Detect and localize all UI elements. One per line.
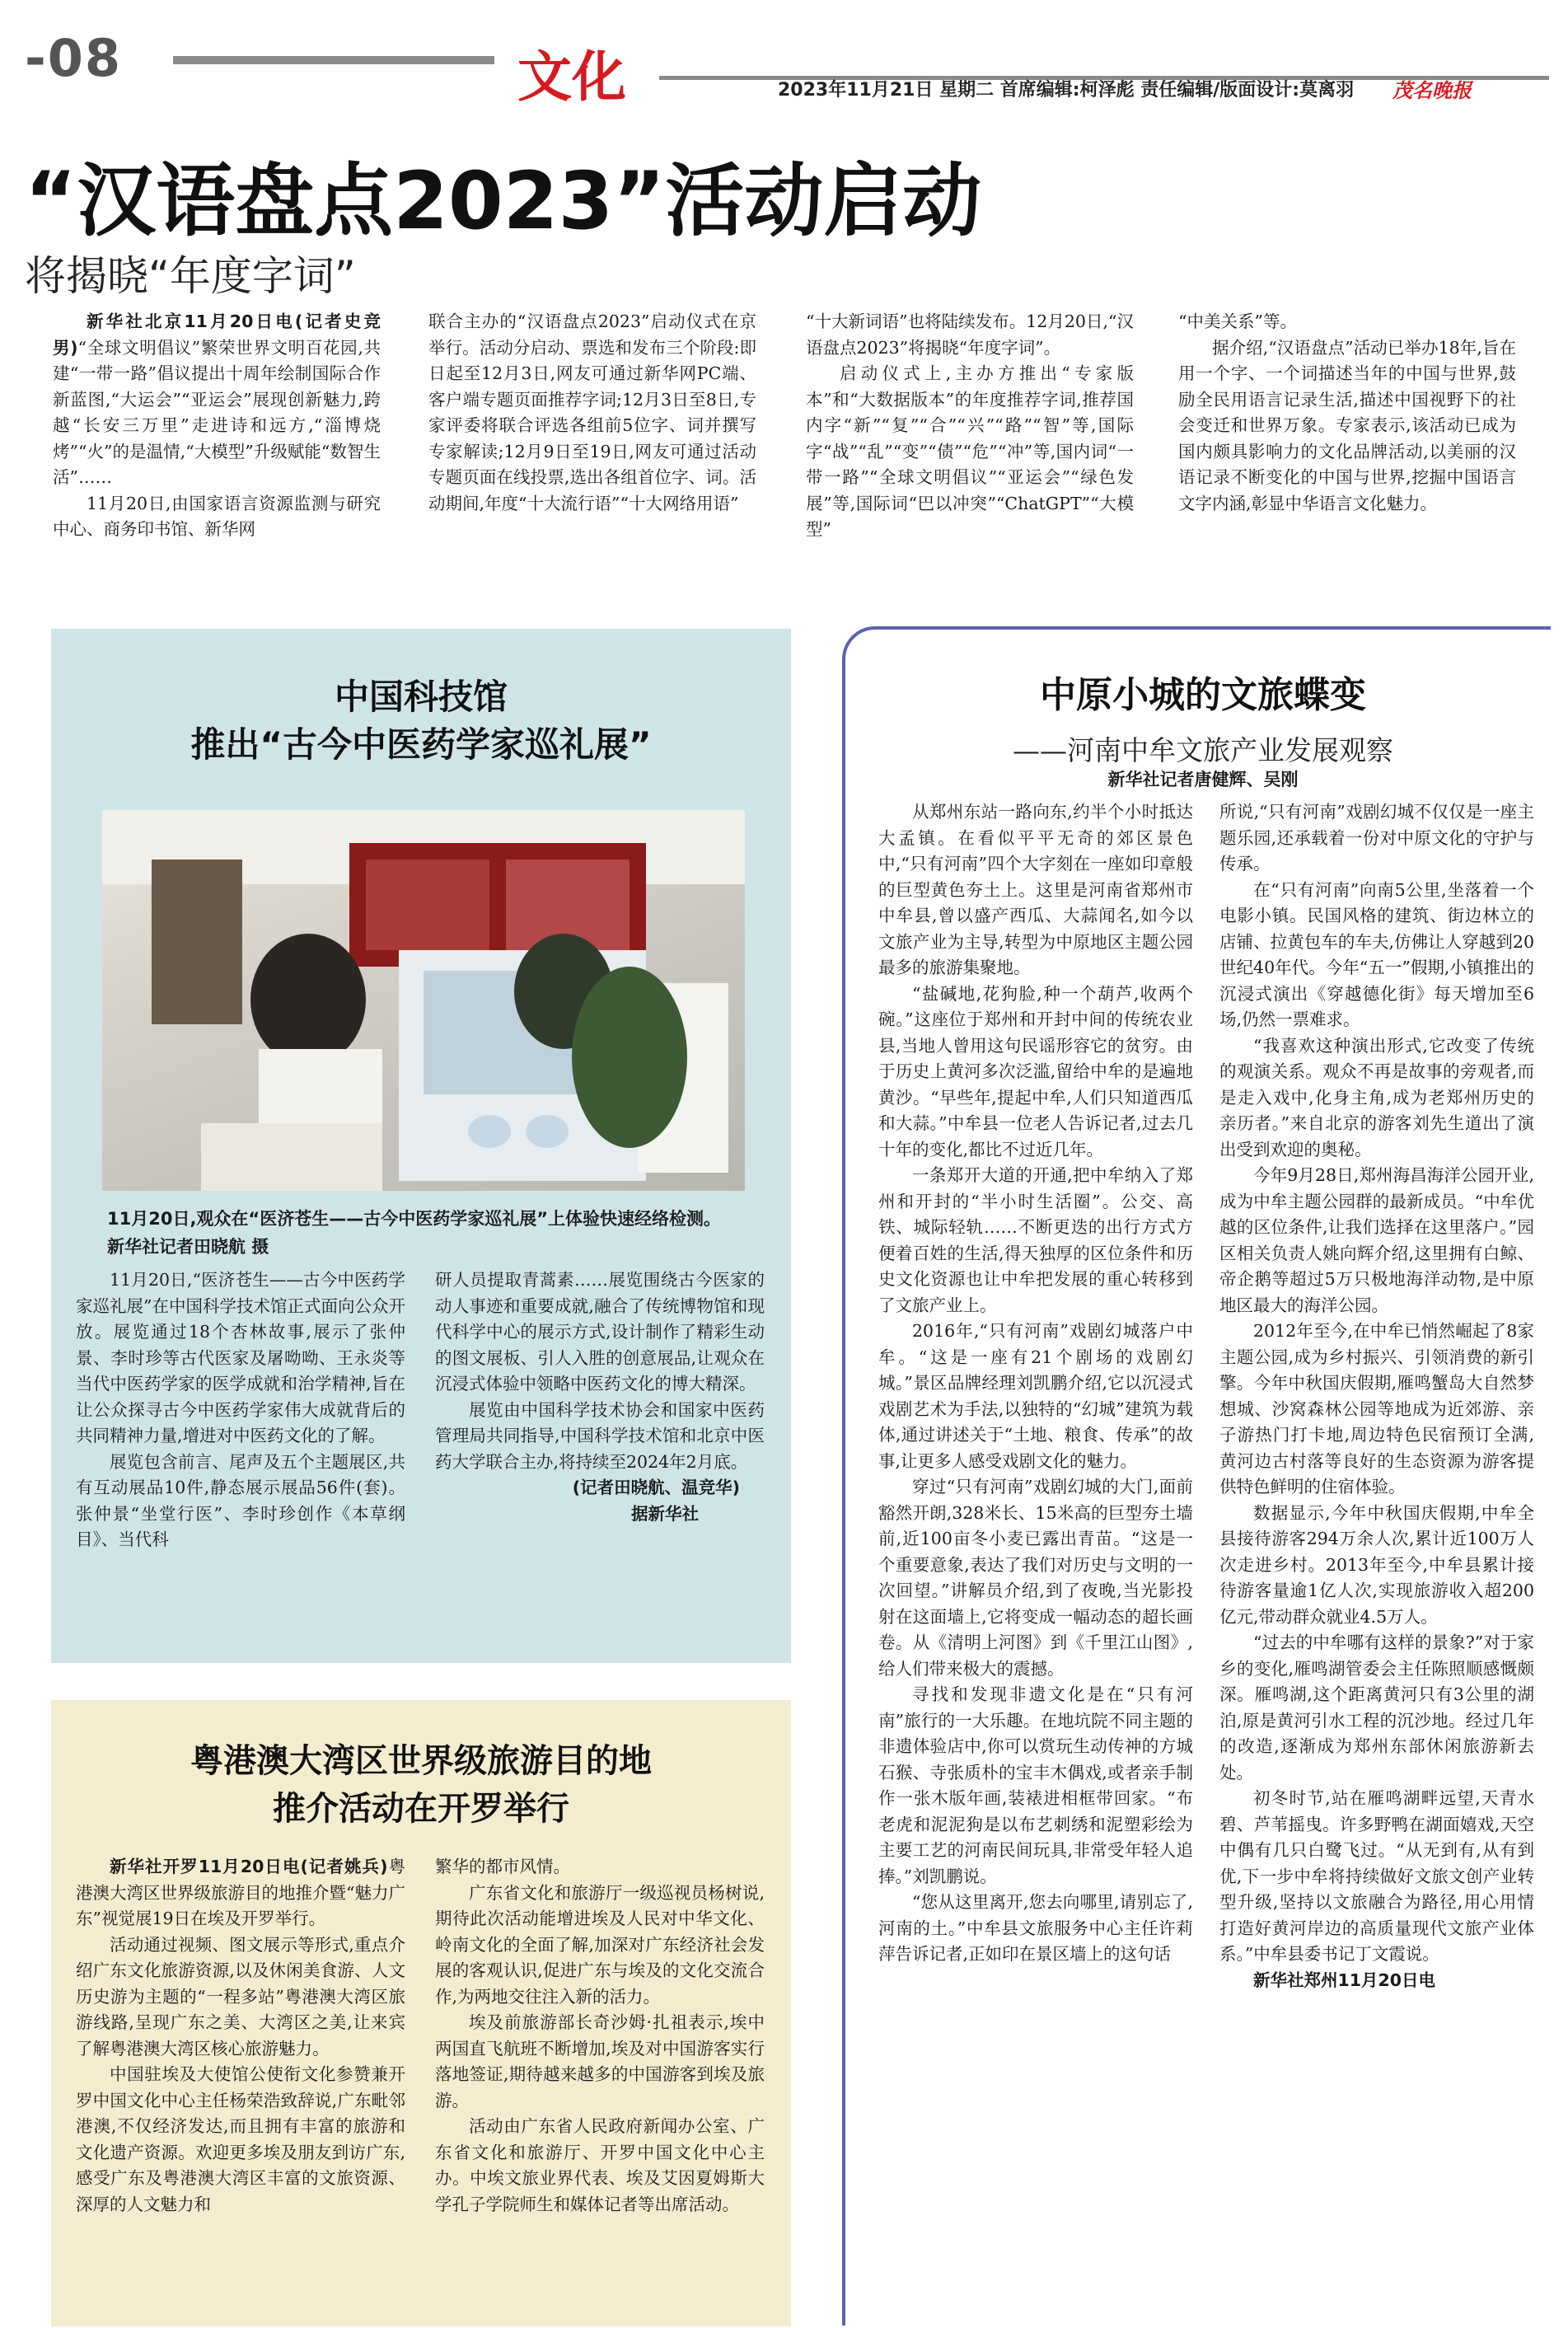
paragraph: 粤港澳大湾区世界级旅游目的地推介暨“魅力广东”视觉展19日在埃及开罗举行。 bbox=[76, 1857, 405, 1928]
paragraph: “盐碱地,花狗脸,种一个葫芦,收两个碗。”这座位于郑州和开封中间的传统农业县,当地人曾用这句民谣形容它的贫穷。由于历史上黄河多次泛滥,留给中牟的是遍地黄沙。“早些年,提起中牟,人们只知道西瓜和大蒜。”中牟县一位老人告诉记者,过去几十年的变化,都比不过近几年。 bbox=[878, 983, 1193, 1159]
title-line: 推介活动在开罗举行 bbox=[273, 1790, 569, 1828]
article-column bbox=[435, 1267, 765, 1527]
paragraph: “十大新词语”也将陆续发布。12月20日,“汉语盘点2023”将揭晓“年度字词”。 bbox=[806, 311, 1134, 358]
article-column bbox=[878, 799, 1193, 1968]
paragraph: 展览由中国科学技术协会和国家中医药管理局共同指导,中国科学技术馆和北京中医药大学联合主办,将持续至2024年2月底。 bbox=[435, 1399, 765, 1472]
paragraph: 研人员提取青蒿素……展览围绕古今医家的动人事迹和重要成就,融合了传统博物馆和现代科学中心的展示方式,设计制作了精彩生动的图文展板、引人入胜的创意展品,让观众在沉浸式体验中领略中医药文化的博大精深。 bbox=[435, 1270, 765, 1394]
paragraph: “过去的中牟哪有这样的景象?”对于家乡的变化,雁鸣湖管委会主任陈照顺感慨颇深。雁鸣湖,这个距离黄河只有3公里的湖泊,原是黄河引水工程的沉沙地。经过几年的改造,逐渐成为郑州东部休闲旅游新去处。 bbox=[1219, 1632, 1534, 1782]
paragraph: 数据显示,今年中秋国庆假期,中牟全县接待游客294万余人次,累计近100万人次走进乡村。2013年至今,中牟县累计接待游客量逾1亿人次,实现旅游收入超200亿元,带动群众就业4.5万人。 bbox=[1219, 1502, 1534, 1627]
signoff: 新华社郑州11月20日电 bbox=[1253, 1970, 1436, 1990]
title-line: 中国科技馆 bbox=[334, 677, 508, 717]
paragraph: 今年9月28日,郑州海昌海洋公园开业,成为中牟主题公园群的最新成员。“中牟优越的区位条件,让我们选择在这里落户。”园区相关负责人姚向辉介绍,这里拥有白鲸、帝企鹅等超过5万只极地海洋动物,是中原地区最大的海洋公园。 bbox=[1219, 1165, 1534, 1315]
paragraph: 繁华的都市风情。 bbox=[435, 1857, 570, 1876]
dateline: 新华社开罗11月20日电(记者姚兵) bbox=[110, 1857, 388, 1876]
article-column bbox=[76, 1267, 405, 1553]
paragraph: “您从这里离开,您去向哪里,请别忘了,河南的土。”中牟县文旅服务中心主任许莉萍告诉记者,正如印在景区墙上的这句话 bbox=[878, 1892, 1193, 1964]
paragraph: 11月20日,由国家语言资源监测与研究中心、商务印书馆、新华网 bbox=[53, 493, 381, 539]
paragraph: 2012年至今,在中牟已悄然崛起了8家主题公园,成为乡村振兴、引领消费的新引擎。今年中秋国庆假期,雁鸣蟹岛大自然梦想城、沙窝森林公园等地成为近郊游、亲子游热门打卡地,周边特色民宿预订全满,黄河边古村落等良好的生态资源为游客提供特色鲜明的住宿体验。 bbox=[1219, 1321, 1534, 1497]
article-subtitle: ——河南中牟文旅产业发展观察 bbox=[1013, 734, 1393, 766]
paragraph: 埃及前旅游部长奇沙姆·扎祖表示,埃中两国直飞航班不断增加,埃及对中国游客实行落地签证,期待越来越多的中国游客到埃及旅游。 bbox=[435, 2012, 765, 2110]
paragraph: “全球文明倡议”繁荣世界文明百花园,共建“一带一路”倡议提出十周年绘制国际合作新蓝图,“大运会”“亚运会”展现创新魅力,跨越“长安三万里”走进诗和远方,“淄博烧烤”“火”的是温情,“大模型”升级赋能“数智生活”…… bbox=[53, 337, 381, 487]
article-title bbox=[51, 1737, 791, 1833]
photo-caption: 11月20日,观众在“医济苍生——古今中医药学家巡礼展”上体验快速经络检测。新华社记者田晓航 摄 bbox=[107, 1209, 722, 1257]
paragraph: “我喜欢这种演出形式,它改变了传统的观演关系。观众不再是故事的旁观者,而是走入戏中,化身主角,成为老郑州历史的亲历者。”来自北京的游客刘先生道出了演出受到欢迎的奥秘。 bbox=[1219, 1035, 1534, 1159]
article-column bbox=[428, 309, 756, 517]
issue-meta: 2023年11月21日 星期二 首席编辑:柯泽彪 责任编辑/版面设计:莫离羽 bbox=[778, 80, 1355, 101]
section-title: 文化 bbox=[517, 45, 626, 109]
dateline: 新华社北京11月20日电(记者史竞男) bbox=[53, 311, 381, 358]
paragraph: 11月20日,“医济苍生——古今中医药学家巡礼展”在中国科学技术馆正式面向公众开放。展览通过18个杏林故事,展示了张仲景、李时珍等古代医家及屠呦呦、王永炎等当代中医药学家的医学成就和治学精神,旨在让公众探寻古今中医药学家伟大成就背后的共同精神力量,增进对中医药文化的了解。 bbox=[76, 1270, 405, 1445]
article-column bbox=[435, 1854, 765, 2218]
byline: 新华社记者唐健辉、吴刚 bbox=[1107, 770, 1299, 789]
paragraph: 一条郑开大道的开通,把中牟纳入了郑州和开封的“半小时生活圈”。公交、高铁、城际轻轨……不断更迭的出行方式方便着百姓的生活,得天独厚的区位条件和历史文化资源也让中牟把发展的重心转移到了文旅产业上。 bbox=[878, 1165, 1193, 1315]
article-column bbox=[806, 309, 1134, 543]
paragraph: 活动通过视频、图文展示等形式,重点介绍广东文化旅游资源,以及休闲美食游、人文历史游为主题的“一程多站”粤港澳大湾区旅游线路,呈现广东之美、大湾区之美,让来宾了解粤港澳大湾区核心旅游魅力。 bbox=[76, 1934, 405, 2059]
photo-illustration bbox=[102, 810, 745, 1191]
paragraph: 联合主办的“汉语盘点2023”启动仪式在京举行。活动分启动、票选和发布三个阶段:即日起至12月3日,网友可通过新华网PC端、客户端专题页面推荐字词;12月3日至8日,专家评委将联合评选各组前5位字、词并撰写专家解读;12月9日至19日,网友可通过活动专题页面在线投票,选出各组首位字、词。活动期间,年度“十大流行语”“十大网络用语” bbox=[428, 311, 756, 513]
paragraph: 穿过“只有河南”戏剧幻城的大门,面前豁然开朗,328米长、15米高的巨型夯土墙前,近100亩冬小麦已露出青苗。“这是一个重要意象,表达了我们对历史与文明的一次回望。”讲解员介绍,到了夜晚,当光影投射在这面墙上,它将变成一幅动态的超长画卷。从《清明上河图》到《千里江山图》,给人们带来极大的震撼。 bbox=[878, 1477, 1193, 1679]
paragraph: 在“只有河南”向南5公里,坐落着一个电影小镇。民国风格的建筑、街边林立的店铺、拉黄包车的车夫,仿佛让人穿越到20世纪40年代。今年“五一”假期,小镇推出的沉浸式演出《穿越德化街》每天增加至6场,仍然一票难求。 bbox=[1219, 879, 1534, 1029]
paragraph: 从郑州东站一路向东,约半个小时抵达大孟镇。在看似平平无奇的郊区景色中,“只有河南”四个大字刻在一座如印章般的巨型黄色夯土上。这里是河南省郑州市中牟县,曾以盛产西瓜、大蒜闻名,如今以文旅产业为主导,转型为中原地区主题公园最多的旅游集聚地。 bbox=[878, 802, 1193, 977]
paragraph: 寻找和发现非遗文化是在“只有河南”旅行的一大乐趣。在地坑院不同主题的非遗体验店中,你可以赏玩生动传神的方城石猴、寺张质朴的宝丰木偶戏,或者亲手制作一张木版年画,装裱进相框带回家。“布老虎和泥泥狗是以布艺刺绣和泥塑彩绘为主要工艺的河南民间玩具,非常受年轻人追捧。”刘凯鹏说。 bbox=[878, 1684, 1193, 1886]
page-number: -08 bbox=[25, 28, 123, 88]
paragraph: 启动仪式上,主办方推出“专家版本”和“大数据版本”的年度推荐字词,推荐国内字“新”“复”“合”“兴”“路”“智”等,国际字“战”“乱”“变”“债”“危”“冲”等,国内词“一带一路”“全球文明倡议”“亚运会”“绿色发展”等,国际词“巴以冲突”“ChatGPT”“大模型” bbox=[806, 363, 1134, 539]
paragraph: 所说,“只有河南”戏剧幻城不仅仅是一座主题乐园,还承载着一份对中原文化的守护与传承。 bbox=[1219, 802, 1534, 874]
exhibition-photo bbox=[102, 810, 745, 1191]
article-column bbox=[1219, 799, 1534, 1993]
title-line: 粤港澳大湾区世界级旅游目的地 bbox=[190, 1742, 652, 1780]
title-line: 推出“古今中医药学家巡礼展” bbox=[190, 724, 652, 765]
article-title bbox=[51, 673, 791, 769]
article-column bbox=[76, 1854, 405, 2218]
paragraph: 活动由广东省人民政府新闻办公室、广东省文化和旅游厅、开罗中国文化中心主办。中埃文旅业界代表、埃及艾因夏姆斯大学孔子学院师生和媒体记者等出席活动。 bbox=[435, 2116, 765, 2214]
paragraph: 广东省文化和旅游厅一级巡视员杨树说,期待此次活动能增进埃及人民对中华文化、岭南文化的全面了解,加深对广东经济社会发展的客观认识,促进广东与埃及的文化交流合作,为两地交往注入新的活力。 bbox=[435, 1882, 765, 2007]
article-column bbox=[1178, 309, 1516, 517]
header-rule bbox=[173, 56, 494, 64]
paragraph: 据介绍,“汉语盘点”活动已举办18年,旨在用一个字、一个词描述当年的中国与世界,鼓励全民用语言记录生活,描述中国视野下的社会变迁和世界万象。专家表示,该活动已成为国内颇具影响力的文化品牌活动,以美丽的汉语记录不断变化的中国与世界,挖掘中国语言文字内涵,彰显中华语言文化魅力。 bbox=[1178, 337, 1516, 513]
article-column bbox=[53, 309, 381, 543]
article-title: 中原小城的文旅蝶变 bbox=[1040, 674, 1366, 716]
source-credit: 据新华社 bbox=[631, 1503, 699, 1524]
paragraph: 2016年,“只有河南”戏剧幻城落户中牟。“这是一座有21个剧场的戏剧幻城。”景区品牌经理刘凯鹏介绍,它以沉浸式戏剧艺术为手法,以独特的“幻城”建筑为载体,通过讲述关于“土地、粮食、传承”的故事,让更多人感受戏剧文化的魅力。 bbox=[878, 1321, 1193, 1471]
reporter-credit: (记者田晓航、温竞华) bbox=[572, 1478, 740, 1497]
headline-subtitle: 将揭晓“年度字词” bbox=[25, 252, 356, 300]
paragraph: “中美关系”等。 bbox=[1178, 311, 1297, 331]
paragraph: 展览包含前言、尾声及五个主题展区,共有互动展品10件,静态展示展品56件(套)。张仲景“坐堂行医”、李时珍创作《本草纲目》、当代科 bbox=[76, 1451, 405, 1549]
paragraph: 中国驻埃及大使馆公使衔文化参赞兼开罗中国文化中心主任杨荣浩致辞说,广东毗邻港澳,不仅经济发达,而且拥有丰富的旅游和文化遗产资源。欢迎更多埃及朋友到访广东,感受广东及粤港澳大湾区丰富的文旅资源、深厚的人文魅力和 bbox=[76, 2064, 405, 2214]
paragraph: 初冬时节,站在雁鸣湖畔远望,天青水碧、芦苇摇曳。许多野鸭在湖面嬉戏,天空中偶有几只白鹭飞过。“从无到有,从有到优,下一步中牟将持续做好文旅文创产业转型升级,坚持以文旅融合为路径,用心用情打造好黄河岸边的高质量现代文旅产业体系。”中牟县委书记丁文霞说。 bbox=[1219, 1788, 1534, 1964]
headline: “汉语盘点2023”活动启动 bbox=[25, 155, 982, 247]
newspaper-logo: 茂名晚报 bbox=[1392, 78, 1472, 102]
